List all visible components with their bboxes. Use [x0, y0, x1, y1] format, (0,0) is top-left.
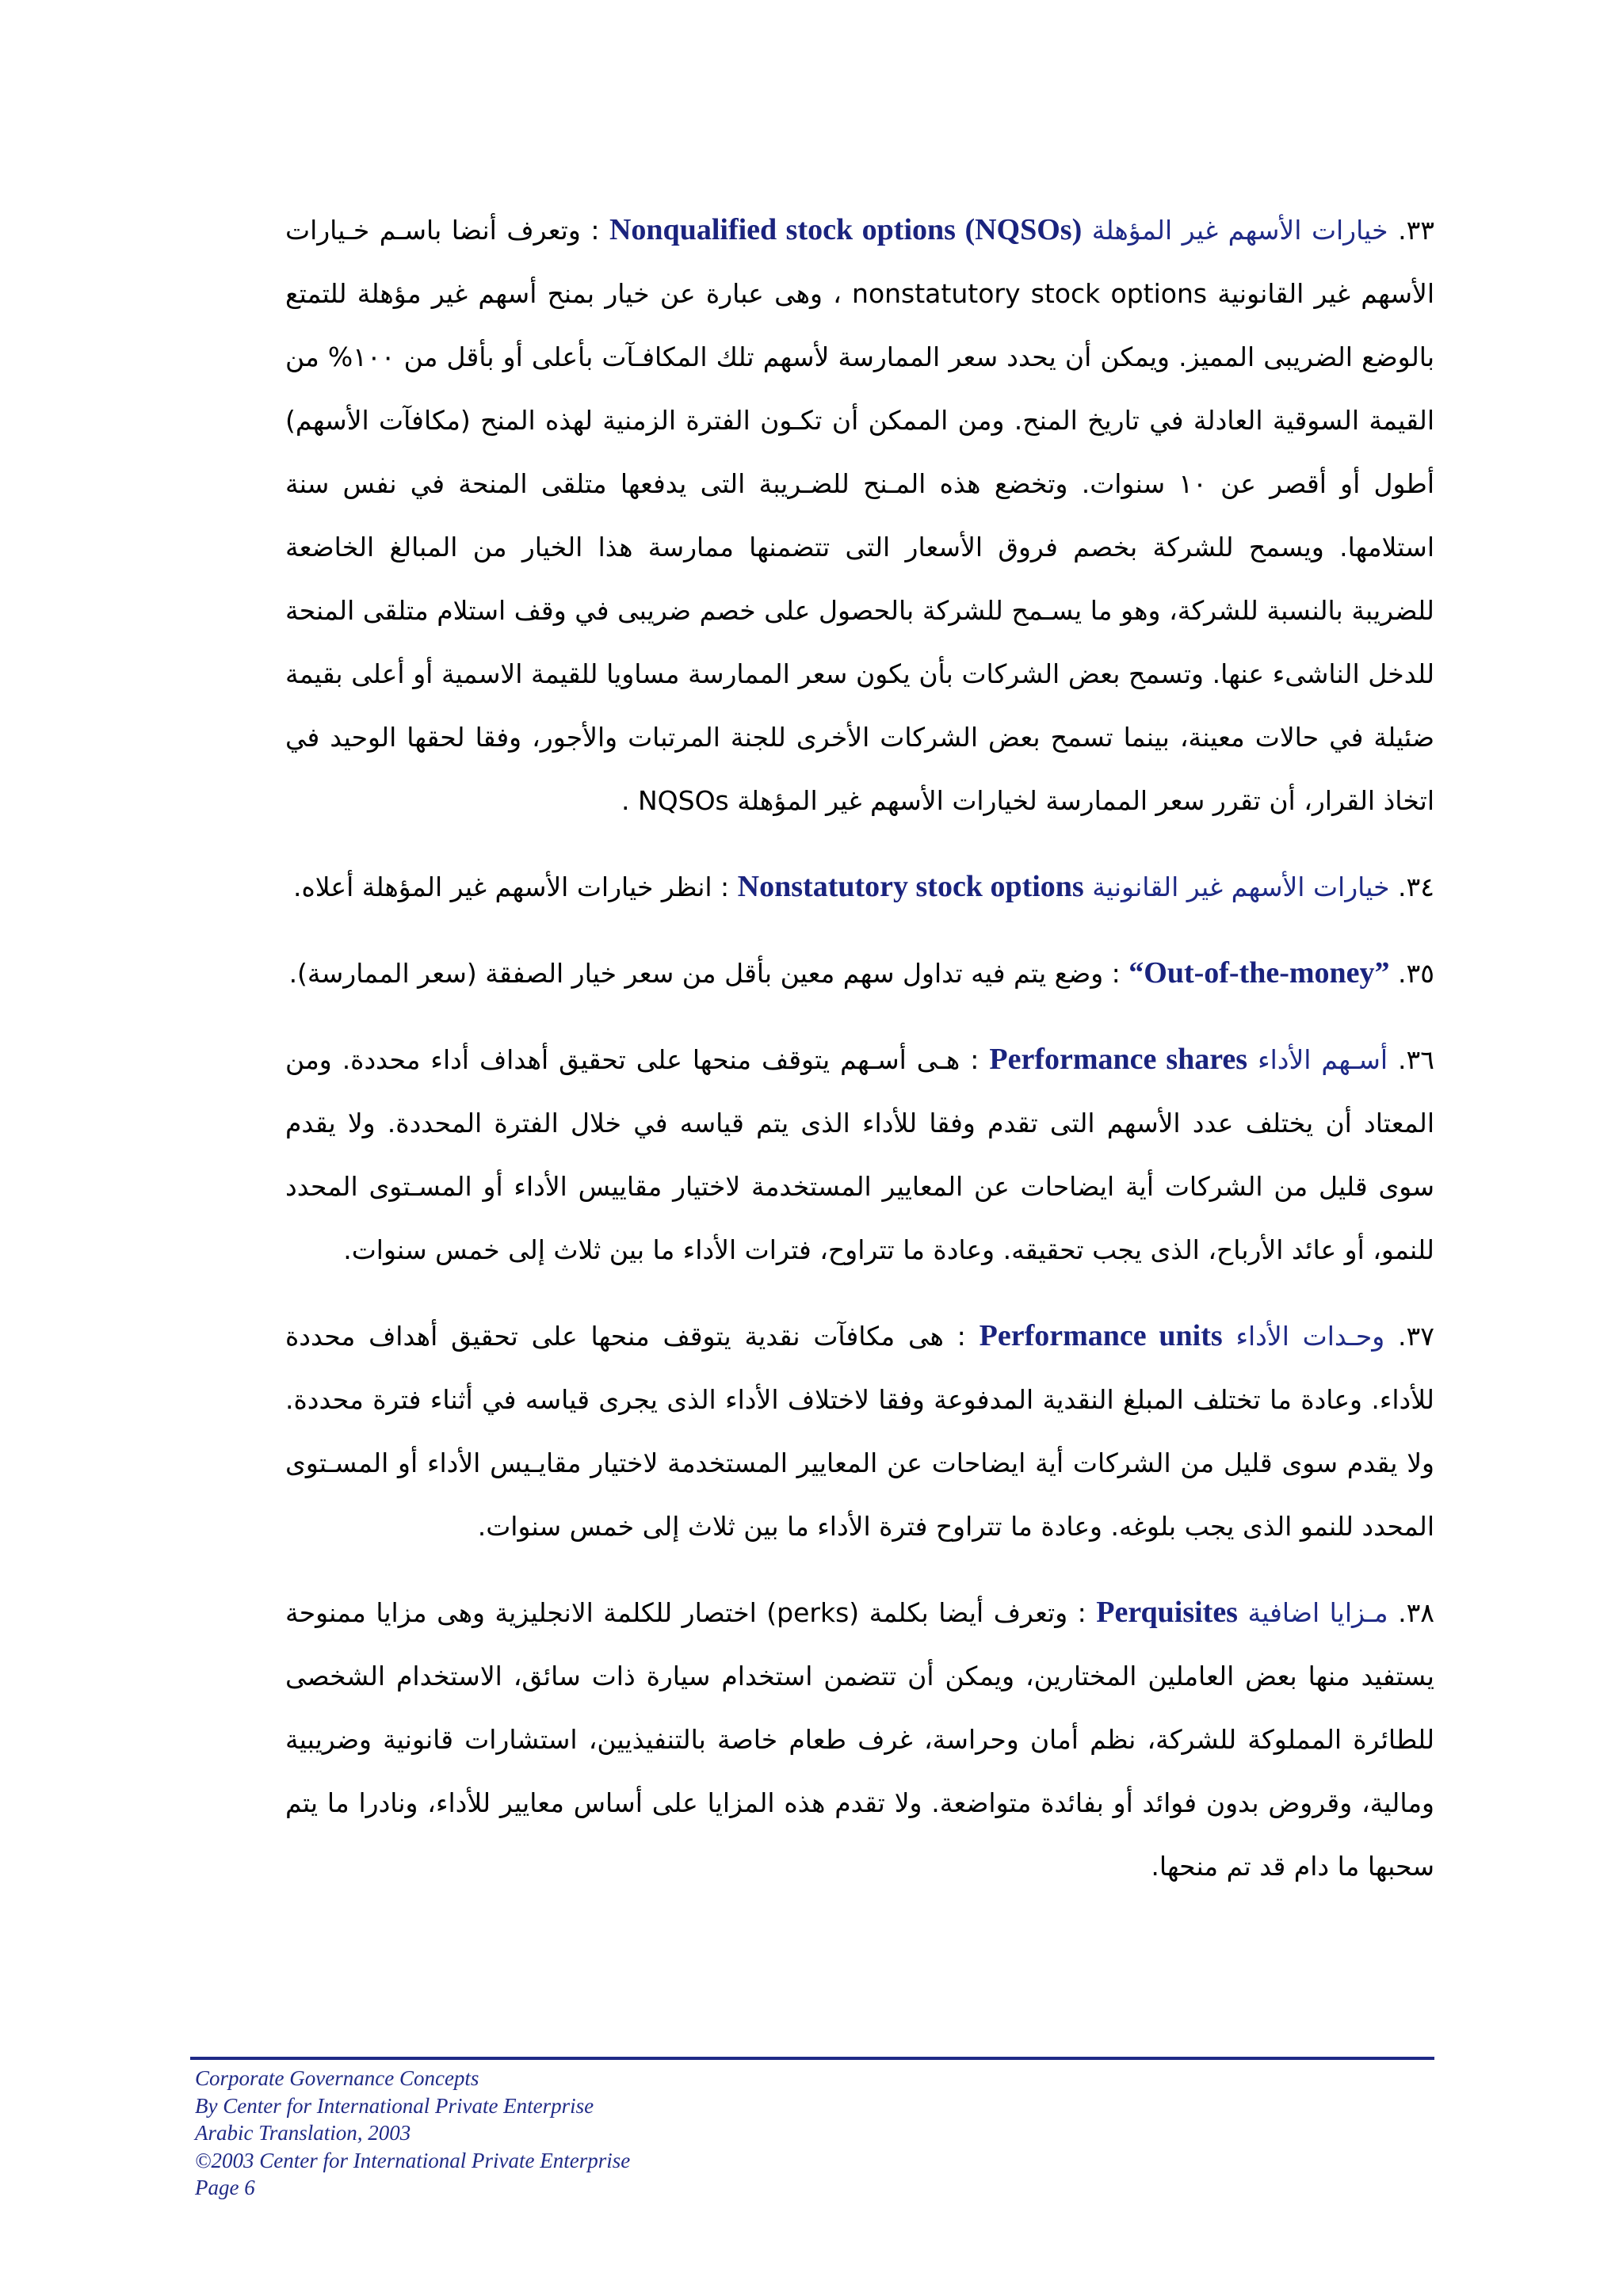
entry-number: ٣٣. [1398, 215, 1435, 246]
glossary-entry-36 [285, 1028, 1434, 1282]
entry-number: ٣٦. [1398, 1044, 1434, 1075]
page-footer [195, 2065, 630, 2202]
entry-definition: : هى مكافآت نقدية يتوقف منحها على تحقيق أهداف محددة للأداء. وعادة ما تختلف المبلغ النقدية المدفوعة وفقا لاختلاف الأداء الذى يجرى قياسه في أثناء فترة محددة. ولا يقدم سوى قليل من الشركات أية ايضاحات عن المعايير المستخدمة لاختيار مقايـيس الأداء أو المسـتوى المحدد للنمو الذى يجب بلوغه. وعادة ما تتراوح فترة الأداء ما بين ثلاث إلى خمس سنوات. [285, 1321, 1434, 1542]
entry-number: ٣٥. [1398, 958, 1434, 989]
entry-definition: : وتعرف أنضا باسـم خـيارات الأسهم غير القانونية nonstatutory stock options ، وهى عبارة عن خيار بمنح أسهم غير مؤهلة للتمتع بالوضع الضريبى المميز. ويمكن أن يحدد سعر الممارسة لأسهم تلك المكافـآت بأعلى أو بأقل من ١٠٠% من القيمة السوقية العادلة في تاريخ المنح. ومن الممكن أن تكـون الفترة الزمنية لهذه المنح (مكافآت الأسهم) أطول أو أقصر عن ١٠ سنوات. وتخضع هذه المـنح للضـريبة التى يدفعها متلقى المنحة في نفس سنة استلامها. ويسمح للشركة بخصم فروق الأسعار التى تتضمنها ممارسة هذا الخيار من المبالغ الخاضعة للضريبة بالنسبة للشركة، وهو ما يسـمح للشركة بالحصول على خصم ضريبى في وقف استلام متلقى المنحة للدخل الناشىء عنها. وتسمح بعض الشركات بأن يكون سعر الممارسة مساويا للقيمة الاسمية أو أعلى بقيمة ضئيلة في حالات معينة، بينما تسمح بعض الشركات الأخرى للجنة المرتبات والأجور، وفقا لحقها الوحيد في اتخاذ القرار، أن تقرر سعر الممارسة لخيارات الأسهم غير المؤهلة NQSOs . [285, 215, 1435, 816]
entry-term-english: Performance shares [989, 1043, 1248, 1076]
footer-copyright: ©2003 Center for International Private Enterprise [195, 2148, 631, 2172]
entry-definition: : هـى أسـهم يتوقف منحها على تحقيق أهداف أداء محددة. ومن المعتاد أن يختلف عدد الأسهم التى تقدم وفقا للأداء الذى يتم قياسه في خلال الفترة المحددة. ولا يقدم سوى قليل من الشركات أية ايضاحات عن المعايير المستخدمة لاختيار مقاييس الأداء أو المسـتوى المحدد للنمو، أو عائد الأرباح، الذى يجب تحقيقه. وعادة ما تتراوح، فترات الأداء ما بين ثلاث إلى خمس سنوات. [285, 1044, 1434, 1265]
entry-term-arabic: خيارات الأسهم غير القانونية [1092, 871, 1390, 902]
entry-number: ٣٨. [1398, 1597, 1435, 1628]
entry-term-english: Perquisites [1096, 1596, 1238, 1629]
footer-author: By Center for International Private Enterprise [195, 2093, 594, 2118]
entry-number: ٣٤. [1398, 871, 1434, 902]
entry-term-arabic: مـزايا اضافية [1247, 1597, 1388, 1628]
entry-term-english: Nonqualified stock options (NQSOs) [609, 213, 1083, 246]
entry-number: ٣٧. [1398, 1321, 1434, 1352]
entry-definition: : وضع يتم فيه تداول سهم معين بأقل من سعر خيار الصفقة (سعر الممارسة). [288, 958, 1121, 989]
entry-term-arabic: وحـدات الأداء [1235, 1321, 1385, 1352]
entry-term-arabic: أسـهم الأداء [1258, 1044, 1388, 1075]
entry-definition: : وتعرف أيضا بكلمة (perks) اختصار للكلمة الانجليزية وهى مزايا ممنوحة يستفيد منها بعض العاملين المختارين، ويمكن أن تتضمن استخدام سيارة ذات سائق، الاستخدام الشخصى للطائرة المملوكة للشركة، نظم أمان وحراسة، غرف طعام خاصة بالتنفيذيين، استشارات قانونية وضريبية ومالية، وقروض بدون فوائد أو بفائدة متواضعة. ولا تقدم هذه المزايا على أساس معايير للأداء، ونادرا ما يتم سحبها ما دام قد تم منحها. [285, 1597, 1434, 1882]
footer-page-number: Page 6 [195, 2176, 255, 2199]
entry-term-english: Performance units [979, 1319, 1223, 1352]
entry-term-english: Nonstatutory stock options [737, 870, 1084, 903]
footer-divider [190, 2057, 1434, 2060]
entry-term-arabic: خيارات الأسهم غير المؤهلة [1091, 215, 1388, 246]
footer-translation: Arabic Translation, 2003 [195, 2121, 411, 2145]
entry-term-english: “Out-of-the-money” [1128, 956, 1390, 990]
entry-definition: : انظر خيارات الأسهم غير المؤهلة أعلاه. [292, 871, 730, 902]
footer-title: Corporate Governance Concepts [195, 2066, 479, 2090]
glossary-entry-34 [285, 855, 1434, 919]
glossary-entry-35 [285, 941, 1434, 1005]
glossary-entry-37 [285, 1304, 1434, 1558]
glossary-content [285, 198, 1434, 1920]
glossary-entry-38 [285, 1581, 1434, 1898]
glossary-entry-33 [285, 198, 1434, 833]
